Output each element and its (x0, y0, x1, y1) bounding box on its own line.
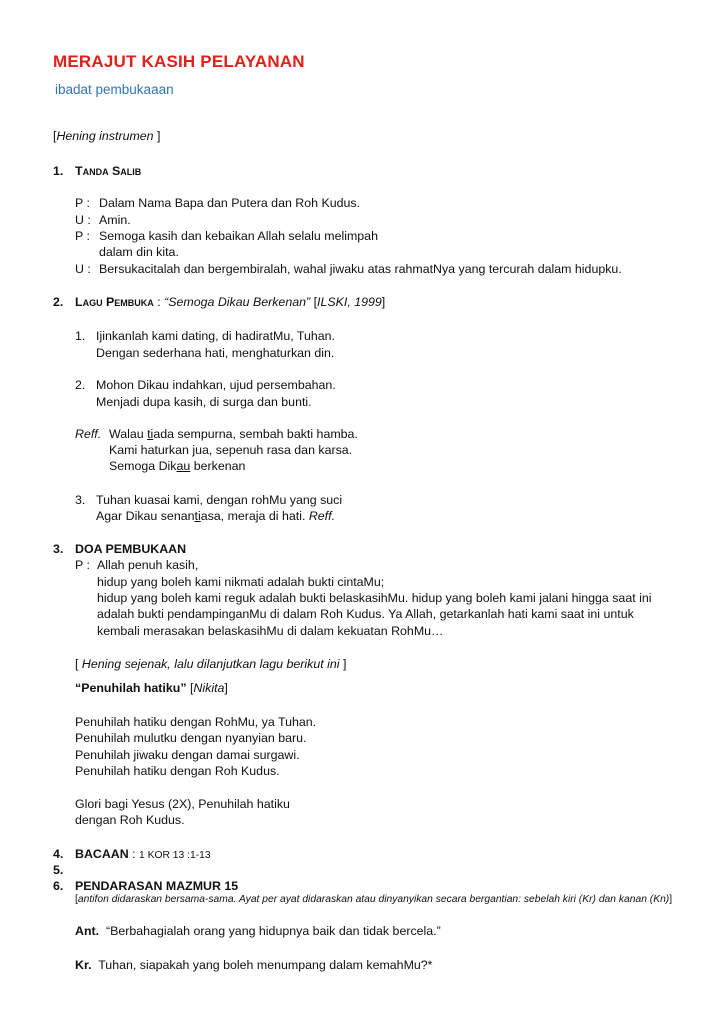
reading-ref: 1 KOR 13 :1-13 (139, 850, 211, 861)
song-title: “Penuhilah hatiku” (75, 681, 187, 695)
verse-text: Agar Dikau senan (96, 509, 195, 523)
intro-text: Hening instrumen (56, 129, 154, 143)
glori-line-2: dengan Roh Kudus. (75, 813, 185, 827)
kr-line (75, 957, 433, 973)
prayer-line-2: hidup yang boleh kami nikmati adalah bukti cintaMu; (97, 575, 385, 589)
section-4-heading: BACAAN (75, 847, 129, 861)
song-title: “Semoga Dikau Berkenan” (164, 295, 311, 309)
bracket-close: ] (224, 681, 228, 695)
section-1-heading: Tanda Salib (75, 164, 142, 178)
prayer-line-1: Allah penuh kasih, (97, 558, 199, 572)
bracket-close: ] (381, 295, 386, 309)
reff-underlined: au (176, 459, 191, 473)
document-subtitle: ibadat pembukaaan (55, 82, 174, 97)
s1-line (99, 244, 179, 260)
reff-text: Walau (109, 427, 148, 441)
bracket-open: [ (75, 657, 82, 671)
kr-label: Kr. (75, 958, 92, 972)
reff-ref: Reff. (308, 509, 336, 523)
verse-1-number: 1. (75, 329, 86, 343)
section-3-number: 3. (53, 542, 64, 556)
reff-line-1 (109, 426, 358, 442)
kr-text: Tuhan, siapakah yang boleh menumpang dalam kemahMu?* (98, 958, 433, 972)
speaker-label: P : (75, 229, 90, 243)
document-title: MERAJUT KASIH PELAYANAN (53, 52, 305, 71)
lyric-line: Penuhilah jiwaku dengan damai surgawi. (75, 748, 300, 762)
s1-line (75, 228, 378, 244)
glori-line-1: Glori bagi Yesus (2X), Penuhilah hatiku (75, 797, 290, 811)
psalm-note-text: antifon didaraskan bersama-sama. Ayat per ayat didaraskan atau dinyanyikan secara bergantian: sebelah kiri (Kr) dan kanan (Kn) (77, 894, 670, 905)
reff-underlined: ti (147, 427, 154, 441)
section-2-heading-line (75, 294, 385, 310)
verse-2-line-1: Mohon Dikau indahkan, ujud persembahan. (96, 378, 336, 392)
section-6-heading: PENDARASAN MAZMUR 15 (75, 879, 239, 893)
verse-underlined: ti (194, 509, 201, 523)
song-source: ILSKI, 1999 (317, 295, 382, 309)
section-3-heading: DOA PEMBUKAAN (75, 542, 187, 556)
verse-3-number: 3. (75, 493, 86, 507)
bracket-close: ] (339, 657, 347, 671)
prayer-line-5: kembali merasakan belaskasihMu di dalam kekuatan RohMu… (97, 624, 444, 638)
s1-text: dalam din kita. (99, 245, 179, 259)
reff-line-3 (109, 458, 245, 474)
speaker-label: U : (75, 213, 91, 227)
antiphon-label: Ant. (75, 924, 100, 938)
section-2-heading: Lagu Pembuka (75, 295, 154, 309)
lyric-line: Penuhilah hatiku dengan RohMu, ya Tuhan. (75, 715, 317, 729)
speaker-label: U : (75, 262, 91, 276)
section-5-number: 5. (53, 863, 64, 877)
verse-3-line-2 (96, 508, 335, 524)
verse-1-line-1: Ijinkanlah kami dating, di hadiratMu, Tuhan. (96, 329, 336, 343)
antiphon-text: “Berbahagialah orang yang hidupnya baik dan tidak bercela.” (105, 924, 441, 938)
verse-2-line-2: Menjadi dupa kasih, di surga dan bunti. (96, 395, 312, 409)
section-4-heading-line (75, 846, 211, 864)
verse-3-line-1: Tuhan kuasai kami, dengan rohMu yang suci (96, 493, 343, 507)
rubric-text: Hening sejenak, lalu dilanjutkan lagu berikut ini (81, 657, 340, 671)
rubric-note (75, 656, 346, 672)
separator: : (128, 847, 140, 861)
bracket-open: [ (75, 894, 78, 905)
reff-text: berkenan (190, 459, 246, 473)
speaker-label: P : (75, 558, 90, 572)
prayer-line-4: adalah bukti pendampinganMu di dalam Roh Kudus. Ya Allah, getarkanlah hati kami saat ini untuk (97, 607, 634, 621)
psalm-note (75, 892, 672, 908)
section-1-number: 1. (53, 164, 64, 178)
s1-line (75, 261, 622, 277)
s1-text: Semoga kasih dan kebaikan Allah selalu melimpah (99, 229, 378, 243)
reff-text: Semoga Dik (109, 459, 177, 473)
song-source: Nikita (193, 681, 225, 695)
s1-text: Bersukacitalah dan bergembiralah, wahal jiwaku atas rahmatNya yang tercurah dalam hidupku. (99, 262, 622, 276)
reff-label: Reff. (75, 427, 102, 441)
bracket-open: [ (186, 681, 194, 695)
lyric-line: Penuhilah mulutku dengan nyanyian baru. (75, 731, 307, 745)
verse-1-line-2: Dengan sederhana hati, menghaturkan din. (96, 346, 335, 360)
section-4-number: 4. (53, 847, 64, 861)
antiphon-line (75, 923, 441, 939)
speaker-label: P : (75, 196, 90, 210)
s1-line (75, 212, 131, 228)
bracket-open: [ (53, 129, 57, 143)
separator: : (153, 295, 165, 309)
reff-text: ada sempurna, sembah bakti hamba. (153, 427, 358, 441)
reff-line-2: Kami haturkan jua, sepenuh rasa dan karsa. (109, 443, 353, 457)
bracket-close: ] (669, 894, 673, 905)
s1-text: Amin. (99, 213, 131, 227)
intro-line (53, 128, 160, 144)
verse-text: asa, meraja di hati. (200, 509, 309, 523)
section-6-number: 6. (53, 879, 64, 893)
s1-text: Dalam Nama Bapa dan Putera dan Roh Kudus. (99, 196, 361, 210)
s1-line (75, 195, 360, 211)
section-2-number: 2. (53, 295, 64, 309)
bracket-close: ] (153, 129, 161, 143)
bracket-open: [ (310, 295, 318, 309)
song-heading (75, 680, 228, 696)
verse-2-number: 2. (75, 378, 86, 392)
prayer-line-3: hidup yang boleh kami reguk adalah bukti belaskasihMu. hidup yang boleh kami jalani hingga saat ini (97, 591, 652, 605)
lyric-line: Penuhilah hatiku dengan Roh Kudus. (75, 764, 280, 778)
